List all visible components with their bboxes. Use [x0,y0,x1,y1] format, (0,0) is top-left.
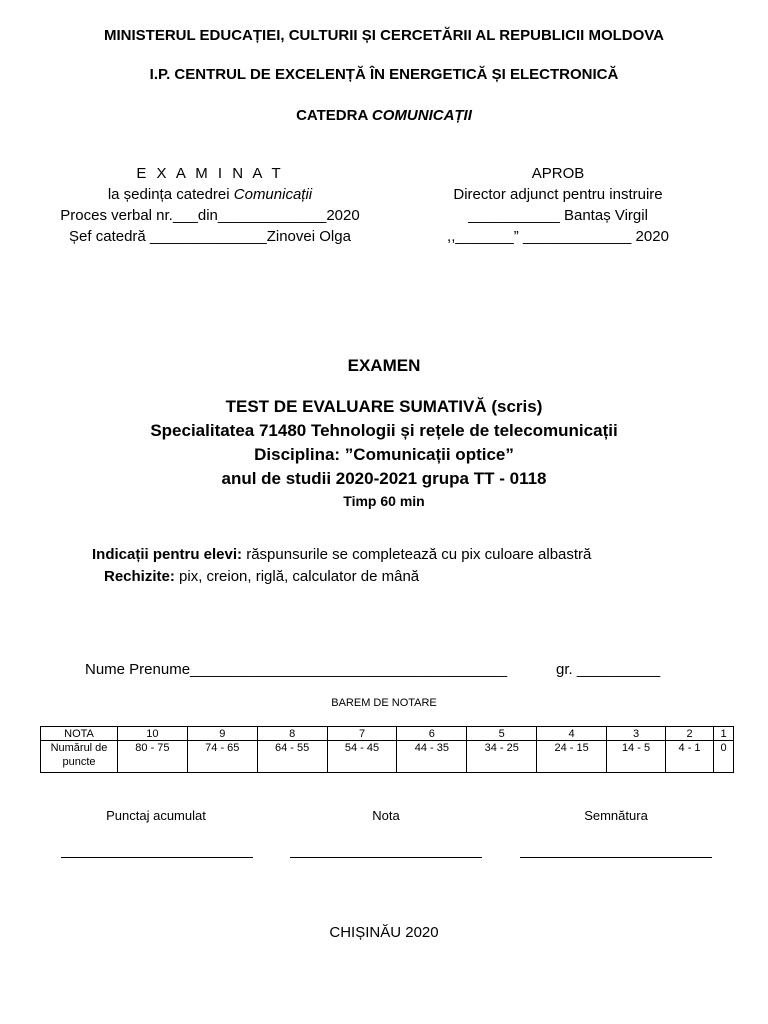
aprob-line-1: Director adjunct pentru instruire [453,186,663,203]
points-cell: 44 - 35 [397,741,467,773]
accumulated-score-label: Punctaj acumulat [106,808,206,823]
grade-row-label: NOTA [41,727,118,741]
grade-row [41,727,734,741]
points-cell: 4 - 1 [666,741,714,773]
students-instructions-text: răspunsurile se completează cu pix culoare albastră [242,546,592,563]
grading-table [40,726,734,773]
examinat-line-1-dept: Comunicații [233,186,313,203]
test-title: TEST DE EVALUARE SUMATIVĂ (scris) [225,397,543,416]
points-cell: 0 [714,741,734,773]
grade-cell: 4 [537,727,607,741]
aprob-title: APROB [531,165,585,182]
points-row [41,741,734,773]
points-cell: 54 - 45 [327,741,397,773]
grade-cell: 3 [607,727,666,741]
time-line: Timp 60 min [343,493,425,509]
exam-heading: EXAMEN [347,356,421,375]
student-name-field[interactable]: Nume Prenume______________________________________ [85,661,508,678]
grade-cell: 10 [118,727,188,741]
aprob-line-3: ,,_______” _____________ 2020 [447,228,669,245]
institution-heading: I.P. CENTRUL DE EXCELENȚĂ ÎN ENERGETICĂ ȘI ELECTRONICĂ [149,66,619,83]
grade-field[interactable] [290,857,482,858]
points-cell: 74 - 65 [187,741,257,773]
grade-cell: 9 [187,727,257,741]
place-year-footer: CHIȘINĂU 2020 [329,924,439,941]
students-instructions-label: Indicații pentru elevi: [92,546,243,563]
department-prefix: CATEDRA [296,107,372,124]
grade-cell: 5 [467,727,537,741]
aprob-line-2: ___________ Bantaș Virgil [468,207,648,224]
examinat-line-1 [40,184,380,205]
points-cell: 24 - 15 [537,741,607,773]
students-instructions [92,546,591,563]
grade-cell: 2 [666,727,714,741]
points-cell: 64 - 55 [257,741,327,773]
examinat-line-1-prefix: la ședința catedrei [107,186,234,203]
requisites-line [104,568,419,585]
aprob-block [418,163,698,247]
grading-title: BAREM DE NOTARE [331,697,437,709]
requisites-text: pix, creion, riglă, calculator de mână [174,568,420,585]
grade-label: Nota [372,808,400,823]
points-cell: 14 - 5 [607,741,666,773]
student-group-field[interactable]: gr. __________ [556,661,661,678]
grade-cell: 8 [257,727,327,741]
year-group-line: anul de studii 2020-2021 grupa TT - 0118 [221,469,547,488]
examinat-title: E X A M I N A T [136,165,284,182]
grade-cell: 7 [327,727,397,741]
accumulated-score-field[interactable] [61,857,253,858]
department-heading [0,107,768,124]
signature-label: Semnătura [584,808,648,823]
grade-cell: 6 [397,727,467,741]
grade-cell: 1 [714,727,734,741]
ministry-heading: MINISTERUL EDUCAȚIEI, CULTURII ȘI CERCETĂRII AL REPUBLICII MOLDOVA [103,27,664,44]
requisites-label: Rechizite: [104,568,175,585]
department-name: COMUNICAȚII [371,107,472,124]
points-cell: 34 - 25 [467,741,537,773]
signature-field[interactable] [520,857,712,858]
points-row-label: Numărul de puncte [41,741,118,773]
examinat-line-2: Proces verbal nr.___din_____________2020 [60,207,360,224]
points-cell: 80 - 75 [118,741,188,773]
discipline-line: Disciplina: ”Comunicații optice” [254,445,514,464]
examinat-block [40,163,380,247]
specialty-line: Specialitatea 71480 Tehnologii și rețele de telecomunicații [150,421,618,440]
examinat-line-3: Șef catedră ______________Zinovei Olga [69,228,351,245]
